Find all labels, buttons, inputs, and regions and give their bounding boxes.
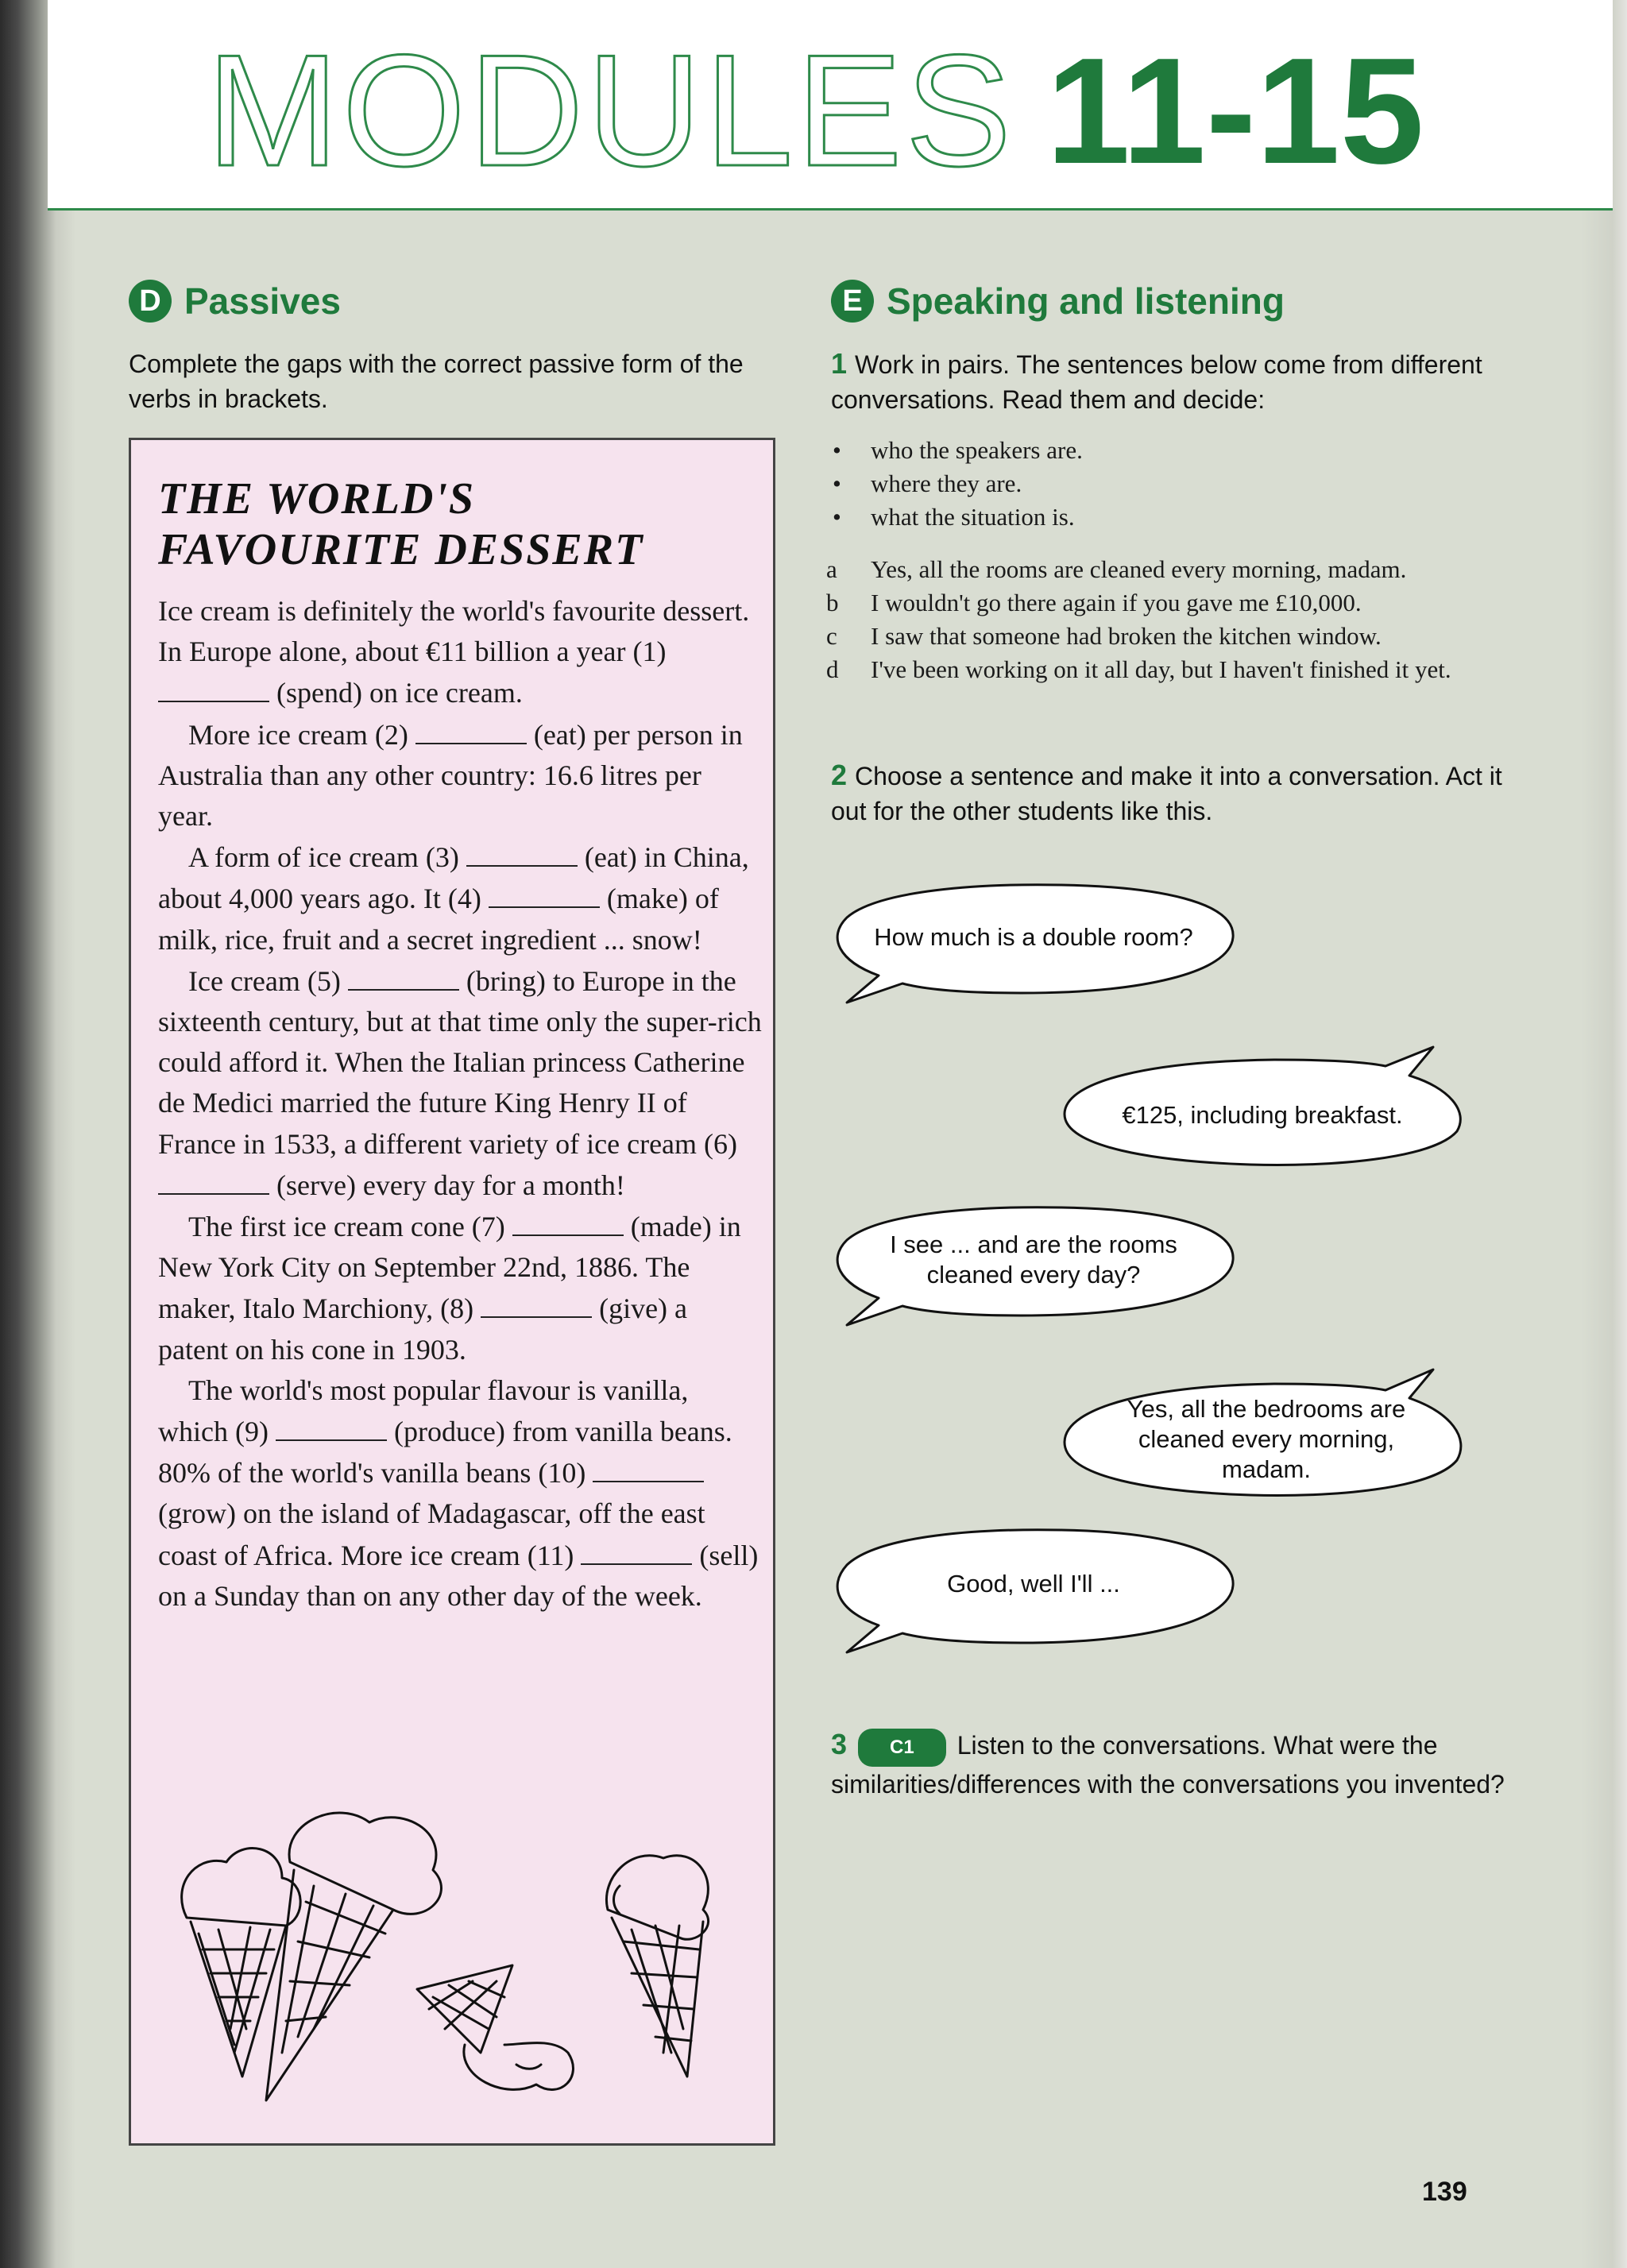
answer-gap-blank[interactable] <box>415 714 527 744</box>
story-text-segment: (grow) on the island of Madagascar, off the east coast of Africa. More ice cream (11) <box>158 1497 705 1571</box>
speech-bubble-2 <box>1060 1044 1473 1171</box>
task-2-number: 2 <box>831 759 848 791</box>
story-title <box>158 473 762 575</box>
story-text-segment: (sell) on a Sunday than on any other day of the week. <box>158 1539 759 1612</box>
story-text-segment: (give) a patent on his cone in 1903. <box>158 1292 688 1366</box>
story-paragraph <box>158 960 762 1206</box>
task-2-text: Choose a sentence and make it into a conversation. Act it out for the other students like this. <box>831 762 1502 825</box>
list-item: • what the situation is. <box>833 500 1532 534</box>
story-paragraph <box>158 591 762 714</box>
story-text-segment: (eat) per person in Australia than any other country: 16.6 litres per year. <box>158 718 743 833</box>
sentence-item <box>826 553 1541 586</box>
speech-bubble-1 <box>823 882 1244 1009</box>
speech-bubble-3 <box>823 1204 1244 1331</box>
story-title-line-1: THE WORLD'S <box>158 474 476 524</box>
title-number: 11-15 <box>1046 27 1424 195</box>
story-text-segment: (produce) from vanilla beans. 80% of the world's vanilla beans (10) <box>158 1416 732 1489</box>
sentence-item <box>826 586 1541 620</box>
story-text-segment: (eat) in China, about 4,000 years ago. It (4) <box>158 841 749 915</box>
section-d-title: Passives <box>184 280 341 322</box>
sentence-label: b <box>826 589 839 616</box>
task-1-sentences <box>826 553 1541 686</box>
speech-bubble-text: I see ... and are the rooms cleaned every day? <box>890 1231 1177 1289</box>
answer-gap-blank[interactable] <box>512 1206 624 1236</box>
story-title-line-2: FAVOURITE DESSERT <box>158 525 644 574</box>
sentence-item <box>826 620 1541 653</box>
task-2-instruction <box>831 758 1530 829</box>
story-text-segment: A form of ice cream (3) <box>188 841 466 874</box>
task-1-number: 1 <box>831 347 848 380</box>
section-e-heading <box>831 280 1285 323</box>
story-paragraph <box>158 1370 762 1617</box>
sentence-text: Yes, all the rooms are cleaned every morning, madam. <box>871 555 1407 583</box>
story-text-segment: (bring) to Europe in the sixteenth century, but at that time only the super-rich could afford it. When the Italian princess Catherine de Medici married the future King Henry II of France in 1533, a different variety of ice cream (6) <box>158 964 762 1160</box>
sentence-text: I've been working on it all day, but I haven't finished it yet. <box>871 655 1451 683</box>
story-text-segment: (serve) every day for a month! <box>269 1169 625 1201</box>
title-word: MODULES <box>207 22 1015 199</box>
story-paragraph <box>158 836 762 960</box>
page-title <box>207 22 1424 199</box>
story-text <box>158 591 762 1617</box>
speech-bubble-4 <box>1060 1366 1473 1501</box>
answer-gap-blank[interactable] <box>348 960 459 991</box>
story-text-segment: (make) of milk, rice, fruit and a secret ingredient ... snow! <box>158 883 719 956</box>
sentence-label: d <box>826 655 839 683</box>
story-paragraph <box>158 714 762 837</box>
story-text-segment: The first ice cream cone (7) <box>188 1211 512 1243</box>
answer-gap-blank[interactable] <box>489 878 600 908</box>
sentence-text: I saw that someone had broken the kitchen window. <box>871 622 1382 650</box>
story-text-segment: (spend) on ice cream. <box>269 677 523 709</box>
sentence-text: I wouldn't go there again if you gave me £10,000. <box>871 589 1362 616</box>
speech-bubble-text: Good, well I'll ... <box>947 1570 1120 1598</box>
sentence-label: c <box>826 622 837 650</box>
answer-gap-blank[interactable] <box>158 1165 269 1195</box>
sentence-item <box>826 653 1541 686</box>
section-d-heading <box>129 280 341 323</box>
page-number: 139 <box>1422 2177 1467 2207</box>
section-e-title: Speaking and listening <box>887 280 1285 322</box>
task-3-text: Listen to the conversations. What were the similarities/differences with the conversations you invented? <box>831 1731 1505 1799</box>
answer-gap-blank[interactable] <box>466 836 578 867</box>
answer-gap-blank[interactable] <box>593 1452 704 1482</box>
section-d-instruction: Complete the gaps with the correct passive form of the verbs in brackets. <box>129 350 744 413</box>
story-text-segment: Ice cream is definitely the world's favourite dessert. In Europe alone, about €11 billion a year (1) <box>158 595 750 668</box>
section-e-letter-badge: E <box>831 280 874 323</box>
section-d-letter-badge: D <box>129 280 172 323</box>
answer-gap-blank[interactable] <box>481 1288 592 1318</box>
answer-gap-blank[interactable] <box>158 672 269 702</box>
task-1-bullet-list <box>833 434 1532 534</box>
story-paragraph <box>158 1206 762 1370</box>
answer-gap-blank[interactable] <box>276 1411 387 1441</box>
story-text-segment: The world's most popular flavour is vanilla, which (9) <box>158 1374 689 1448</box>
task-1-text: Work in pairs. The sentences below come from different conversations. Read them and decide: <box>831 350 1482 414</box>
page-header <box>48 0 1613 211</box>
answer-gap-blank[interactable] <box>581 1535 692 1565</box>
speech-bubble-text: Yes, all the bedrooms are cleaned every morning, madam. <box>1127 1395 1406 1483</box>
story-text-segment: More ice cream (2) <box>188 718 415 751</box>
story-text-segment: Ice cream (5) <box>188 964 348 997</box>
speech-bubble-5 <box>823 1525 1244 1660</box>
task-3-instruction <box>831 1727 1530 1802</box>
cd-track-badge: C1 <box>858 1729 946 1767</box>
speech-bubble-text: €125, including breakfast. <box>1122 1101 1403 1129</box>
list-item: • who the speakers are. <box>833 434 1532 467</box>
sentence-label: a <box>826 555 837 583</box>
story-box <box>129 438 775 2146</box>
task-3-number: 3 <box>831 1728 848 1760</box>
task-1-instruction <box>831 346 1530 417</box>
speech-bubble-text: How much is a double room? <box>874 923 1193 951</box>
list-item: • where they are. <box>833 467 1532 500</box>
story-text-segment: (made) in New York City on September 22nd, 1886. The maker, Italo Marchiony, (8) <box>158 1211 741 1325</box>
ice-cream-cones-illustration <box>155 1791 759 2132</box>
